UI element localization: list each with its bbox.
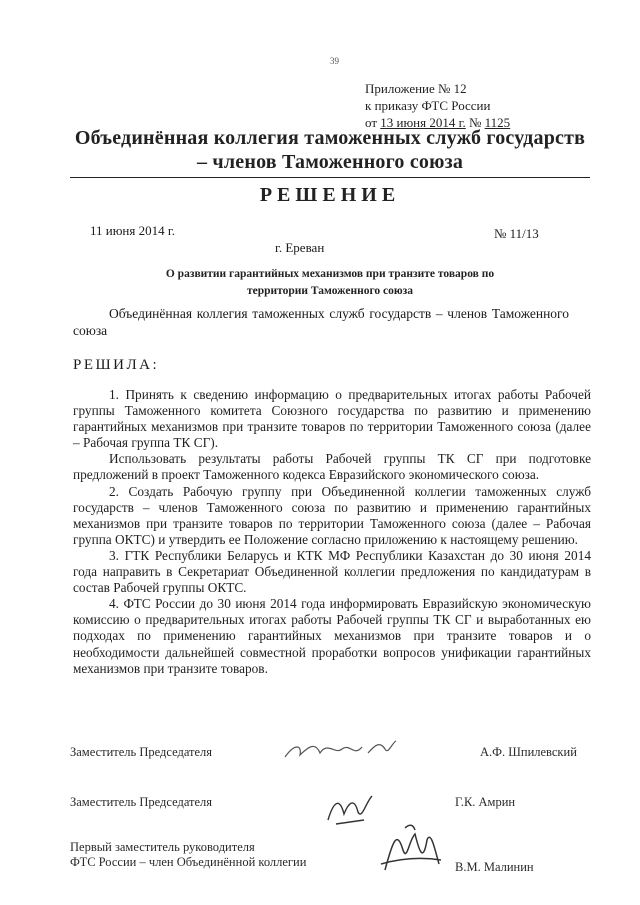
signatory-3-name: В.М. Малинин [455,860,534,874]
appendix-block [365,80,510,131]
intro-paragraph: Объединённая коллегия таможенных служб государств – членов Таможенного союза [73,306,569,338]
decided-heading: РЕШИЛА: [73,357,160,373]
decision-body [73,387,591,677]
appendix-date: 13 июня 2014 г. [380,115,466,130]
paragraph-1b: Использовать результаты работы Рабочей группы ТК СГ при подготовке предложений в проект Таможенного кодекса Евразийского экономического союза. [73,451,591,483]
signatory-3-title-line-2: ФТС России – член Объединённой коллегии [70,855,307,869]
appendix-date-prefix: от [365,115,378,130]
decision-city: г. Ереван [275,240,325,255]
appendix-line-2: к приказу ФТС России [365,98,491,113]
paragraph-3: 3. ГТК Республики Беларусь и КТК МФ Республики Казахстан до 30 июня 2014 года направить в Секретариат Объединенной коллегии предложения по кандидатурам в состав Рабочей группы ОКТС. [73,547,591,596]
paragraph-1: 1. Принять к сведению информацию о предварительных итогах работы Рабочей группы Таможенного комитета Союзного государства по развитию и применению гарантийных механизмов при транзите товаров по территории Таможенного союза (далее – Рабочая группа ТК СГ). [73,387,591,451]
organization-heading: Объединённая коллегия таможенных служб государств – членов Таможенного союза [74,127,586,173]
paragraph-2: 2. Создать Рабочую группу при Объединенной коллегии таможенных служб государств – членов Таможенного союза по развитию и применению гарантийных механизмов при транзите товаров по территории Таможенного союза (далее – Рабочая группа ОКТС) и утвердить ее Положение согласно приложению к настоящему решению. [73,483,591,547]
signatory-2-name: Г.К. Амрин [455,795,516,809]
appendix-number: 1125 [484,115,511,130]
signatory-3-title-line-1: Первый заместитель руководителя [70,840,255,854]
document-title: РЕШЕНИЕ [259,184,401,206]
signatory-2-title: Заместитель Председателя [70,795,213,809]
page-number: 39 [330,56,339,66]
signature-2-image [320,790,380,830]
decision-subject: О развитии гарантийных механизмов при транзите товаров по территории Таможенного союза [165,268,495,297]
signature-3-image [375,820,445,880]
heading-divider [70,177,590,178]
decision-number: № 11/13 [494,226,539,241]
paragraph-4: 4. ФТС России до 30 июня 2014 года информировать Евразийскую экономическую комиссию о предварительных итогах работы Рабочей группы ТК СГ и выработанных ею подходах по применению гарантийных механизмов при транзите товаров и о необходимости дальнейшей совместной проработки вопросов унификации гарантийных механизмов при транзите товаров. [73,596,591,676]
appendix-number-label: № [469,115,482,130]
appendix-line-1: Приложение № 12 [365,81,467,96]
signature-1-image [280,735,400,765]
signatory-3-title [70,840,306,870]
signatory-1-name: А.Ф. Шпилевский [480,745,577,759]
signatory-1-title: Заместитель Председателя [70,745,213,759]
decision-date: 11 июня 2014 г. [90,223,175,238]
